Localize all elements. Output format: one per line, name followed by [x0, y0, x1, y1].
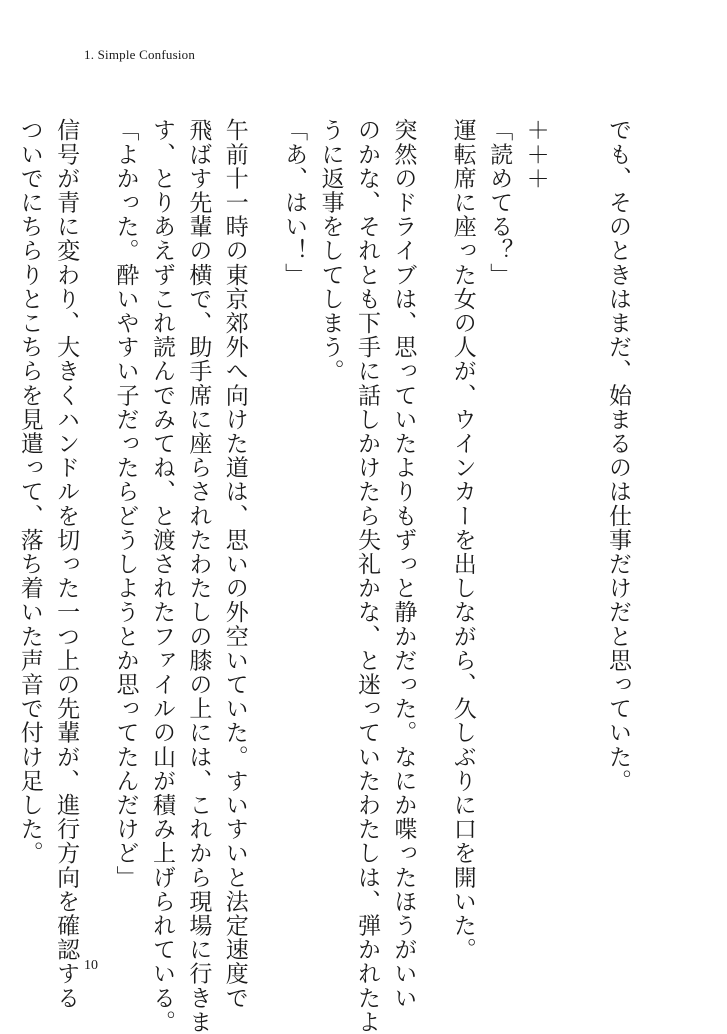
- paragraph-line: ついでにちらりとこちらを見遣って、落ち着いた声音で付け足した。: [16, 118, 43, 866]
- paragraph-line: でも、そのときはまだ、始まるのは仕事だけだと思っていた。: [605, 118, 631, 793]
- paragraph-line: うに返事をしてしまう。: [317, 118, 344, 384]
- paragraph-line: 突然のドライブは、思っていたよりもずっと静かだった。なにか喋ったほうがいい: [390, 118, 417, 1010]
- paragraph-line: 信号が青に変わり、大きくハンドルを切った一つ上の先輩が、進行方向を確認する: [53, 118, 80, 1010]
- running-header: 1. Simple Confusion: [84, 47, 196, 62]
- dialogue-line: 「よかった。酔いやすい子だったらどうしようとか思ってたんだけど」: [112, 118, 139, 890]
- dialogue-line: 「読めてる？」: [486, 118, 513, 287]
- section-break: ＋＋＋: [522, 118, 549, 191]
- paragraph-line: 飛ばす先輩の横で、助手席に座らされたわたしの膝の上には、これから現場に行きま: [185, 118, 212, 1034]
- paragraph-line: 運転席に座った女の人が、ウインカーを出しながら、久しぶりに口を開いた。: [449, 118, 476, 962]
- dialogue-line: 「あ、はい！」: [281, 118, 308, 287]
- paragraph-line: す、とりあえずこれ読んでみてね、と渡されたファイルの山が積み上げられている。: [148, 118, 175, 1034]
- paragraph-line: 午前十一時の東京郊外へ向けた道は、思いの外空いていた。すいすいと法定速度で: [221, 118, 248, 1010]
- page-number: 10: [84, 958, 98, 973]
- paragraph-line: のかな、それとも下手に話しかけたら失礼かな、と迷っていたわたしは、弾かれたよ: [353, 118, 380, 1034]
